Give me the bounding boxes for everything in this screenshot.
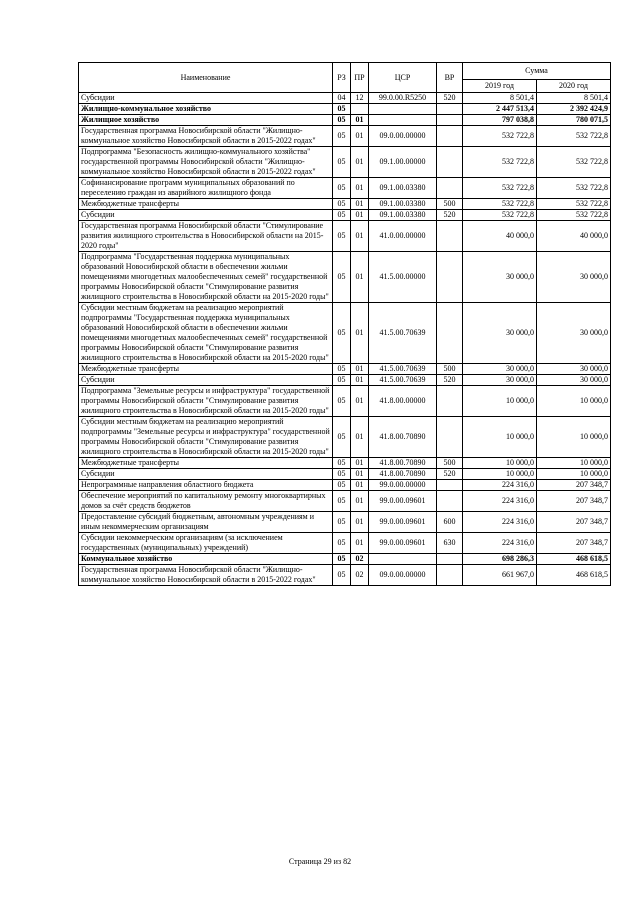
page-number: Страница 29 из 82 xyxy=(288,857,352,866)
cell-y2020: 207 348,7 xyxy=(537,533,611,554)
cell-name: Подпрограмма "Земельные ресурсы и инфраструктура" государственной программы Новосибирской области "Стимулирование развития жилищного строительства в Новосибирской области на 2015-2020 годы" xyxy=(79,386,333,417)
cell-vr xyxy=(437,221,463,252)
cell-rz: 05 xyxy=(333,104,351,115)
cell-name: Подпрограмма "Безопасность жилищно-коммунального хозяйства" государственной программы Новосибирской области "Жилищно-коммунальное хозяйство Новосибирской области в 2015-2022 годах" xyxy=(79,147,333,178)
cell-pr: 01 xyxy=(351,364,369,375)
cell-vr: 520 xyxy=(437,93,463,104)
cell-vr: 500 xyxy=(437,458,463,469)
cell-rz: 05 xyxy=(333,115,351,126)
cell-y2020: 780 071,5 xyxy=(537,115,611,126)
cell-y2019: 10 000,0 xyxy=(463,417,537,458)
header-pr: ПР xyxy=(351,63,369,93)
table-row xyxy=(79,199,611,210)
table-row xyxy=(79,115,611,126)
cell-y2019: 40 000,0 xyxy=(463,221,537,252)
cell-y2019: 30 000,0 xyxy=(463,364,537,375)
cell-y2019: 30 000,0 xyxy=(463,375,537,386)
cell-name: Субсидии xyxy=(79,375,333,386)
header-csr: ЦСР xyxy=(369,63,437,93)
cell-csr: 41.8.00.70890 xyxy=(369,469,437,480)
table-row xyxy=(79,303,611,364)
cell-name: Субсидии местным бюджетам на реализацию мероприятий подпрограммы "Земельные ресурсы и инфраструктура" государственной программы Новосибирской области "Стимулирование развития жилищного строительства в Новосибирской области на 2015-2020 годы" xyxy=(79,417,333,458)
cell-y2020: 40 000,0 xyxy=(537,221,611,252)
cell-vr xyxy=(437,104,463,115)
cell-vr: 630 xyxy=(437,533,463,554)
cell-vr xyxy=(437,554,463,565)
cell-vr: 500 xyxy=(437,364,463,375)
header-vr: ВР xyxy=(437,63,463,93)
cell-rz: 05 xyxy=(333,178,351,199)
cell-y2019: 10 000,0 xyxy=(463,386,537,417)
cell-pr: 01 xyxy=(351,115,369,126)
cell-pr: 01 xyxy=(351,178,369,199)
cell-csr: 99.0.00.09601 xyxy=(369,491,437,512)
table-row xyxy=(79,104,611,115)
cell-rz: 05 xyxy=(333,221,351,252)
table-row xyxy=(79,126,611,147)
cell-vr xyxy=(437,480,463,491)
cell-y2019: 224 316,0 xyxy=(463,480,537,491)
cell-csr: 41.5.00.70639 xyxy=(369,375,437,386)
cell-vr xyxy=(437,417,463,458)
cell-name: Государственная программа Новосибирской области "Стимулирование развития жилищного строительства в Новосибирской области на 2015-2020 годы" xyxy=(79,221,333,252)
table-row xyxy=(79,533,611,554)
cell-name: Субсидии местным бюджетам на реализацию мероприятий подпрограммы "Государственная поддержка муниципальных образований Новосибирской области в обеспечении жильми помещениями многодетных малообеспеченных семей" государственной программы Новосибирской области "Стимулирование развития жилищного строительства в Новосибирской области на 2015-2020 годы" xyxy=(79,303,333,364)
cell-y2019: 8 501,4 xyxy=(463,93,537,104)
cell-rz: 04 xyxy=(333,93,351,104)
cell-y2019: 532 722,8 xyxy=(463,210,537,221)
cell-y2020: 2 392 424,9 xyxy=(537,104,611,115)
cell-csr: 41.5.00.70639 xyxy=(369,364,437,375)
cell-pr: 01 xyxy=(351,512,369,533)
cell-y2020: 532 722,8 xyxy=(537,210,611,221)
cell-rz: 05 xyxy=(333,375,351,386)
cell-y2020: 30 000,0 xyxy=(537,252,611,303)
cell-y2020: 532 722,8 xyxy=(537,199,611,210)
cell-y2019: 10 000,0 xyxy=(463,458,537,469)
cell-pr: 01 xyxy=(351,533,369,554)
cell-name: Предоставление субсидий бюджетным, автономным учреждениям и иным некоммерческим организациям xyxy=(79,512,333,533)
cell-pr: 01 xyxy=(351,491,369,512)
cell-pr: 01 xyxy=(351,221,369,252)
cell-vr: 520 xyxy=(437,469,463,480)
cell-vr: 520 xyxy=(437,375,463,386)
cell-name: Коммунальное хозяйство xyxy=(79,554,333,565)
cell-csr: 09.1.00.00000 xyxy=(369,147,437,178)
header-sum: Сумма xyxy=(463,63,611,80)
cell-csr: 41.5.00.70639 xyxy=(369,303,437,364)
cell-y2019: 532 722,8 xyxy=(463,199,537,210)
cell-y2019: 532 722,8 xyxy=(463,126,537,147)
table-row xyxy=(79,221,611,252)
cell-rz: 05 xyxy=(333,491,351,512)
cell-y2020: 10 000,0 xyxy=(537,386,611,417)
cell-rz: 05 xyxy=(333,458,351,469)
cell-rz: 05 xyxy=(333,303,351,364)
cell-y2020: 30 000,0 xyxy=(537,364,611,375)
cell-csr: 99.0.00.00000 xyxy=(369,480,437,491)
cell-rz: 05 xyxy=(333,199,351,210)
cell-y2020: 207 348,7 xyxy=(537,480,611,491)
cell-y2019: 224 316,0 xyxy=(463,533,537,554)
cell-y2019: 2 447 513,4 xyxy=(463,104,537,115)
header-rz: РЗ xyxy=(333,63,351,93)
cell-y2020: 207 348,7 xyxy=(537,491,611,512)
cell-pr: 01 xyxy=(351,303,369,364)
cell-name: Межбюджетные трансферты xyxy=(79,458,333,469)
cell-name: Государственная программа Новосибирской области "Жилищно-коммунальное хозяйство Новосибирской области в 2015-2022 годах" xyxy=(79,126,333,147)
cell-csr: 09.1.00.03380 xyxy=(369,178,437,199)
cell-rz: 05 xyxy=(333,512,351,533)
cell-csr: 09.1.00.03380 xyxy=(369,199,437,210)
cell-vr: 600 xyxy=(437,512,463,533)
cell-pr: 01 xyxy=(351,386,369,417)
cell-csr: 41.8.00.70890 xyxy=(369,417,437,458)
cell-name: Субсидии xyxy=(79,93,333,104)
table-row xyxy=(79,458,611,469)
header-name: Наименование xyxy=(79,63,333,93)
cell-pr: 01 xyxy=(351,469,369,480)
cell-pr: 01 xyxy=(351,480,369,491)
cell-vr xyxy=(437,491,463,512)
cell-name: Обеспечение мероприятий по капитальному ремонту многоквартирных домов за счёт средств бюджетов xyxy=(79,491,333,512)
cell-pr: 02 xyxy=(351,554,369,565)
cell-rz: 05 xyxy=(333,252,351,303)
cell-vr xyxy=(437,115,463,126)
cell-rz: 05 xyxy=(333,417,351,458)
budget-table xyxy=(78,62,611,586)
table-row xyxy=(79,252,611,303)
cell-y2020: 8 501,4 xyxy=(537,93,611,104)
cell-y2020: 468 618,5 xyxy=(537,565,611,586)
cell-rz: 05 xyxy=(333,533,351,554)
cell-name: Субсидии некоммерческим организациям (за исключением государственных (муниципальных) учреждений) xyxy=(79,533,333,554)
header-2020: 2020 год xyxy=(537,80,611,93)
cell-pr: 01 xyxy=(351,199,369,210)
cell-y2019: 224 316,0 xyxy=(463,512,537,533)
cell-csr: 99.0.00.09601 xyxy=(369,512,437,533)
cell-vr xyxy=(437,178,463,199)
cell-csr xyxy=(369,104,437,115)
cell-name: Подпрограмма "Государственная поддержка муниципальных образований Новосибирской области в обеспечении жильми помещениями многодетных малообеспеченных семей" государственной программы Новосибирской области "Стимулирование развития жилищного строительства в Новосибирской области на 2015-2020 годы" xyxy=(79,252,333,303)
cell-csr: 99.0.00.09601 xyxy=(369,533,437,554)
cell-y2020: 532 722,8 xyxy=(537,147,611,178)
cell-pr: 01 xyxy=(351,126,369,147)
cell-csr: 09.1.00.03380 xyxy=(369,210,437,221)
cell-y2020: 10 000,0 xyxy=(537,417,611,458)
cell-vr xyxy=(437,126,463,147)
cell-csr: 99.0.00.R5250 xyxy=(369,93,437,104)
table-row xyxy=(79,93,611,104)
cell-name: Жилищно-коммунальное хозяйство xyxy=(79,104,333,115)
cell-csr xyxy=(369,115,437,126)
table-row xyxy=(79,480,611,491)
table-row xyxy=(79,491,611,512)
cell-name: Государственная программа Новосибирской области "Жилищно-коммунальное хозяйство Новосибирской области в 2015-2022 годах" xyxy=(79,565,333,586)
cell-y2020: 207 348,7 xyxy=(537,512,611,533)
cell-csr: 09.0.00.00000 xyxy=(369,565,437,586)
cell-rz: 05 xyxy=(333,386,351,417)
cell-csr: 41.8.00.70890 xyxy=(369,458,437,469)
cell-pr: 01 xyxy=(351,147,369,178)
cell-y2019: 532 722,8 xyxy=(463,178,537,199)
cell-csr: 41.8.00.00000 xyxy=(369,386,437,417)
cell-rz: 05 xyxy=(333,469,351,480)
cell-vr: 500 xyxy=(437,199,463,210)
cell-vr xyxy=(437,303,463,364)
table-row xyxy=(79,386,611,417)
cell-csr: 41.0.00.00000 xyxy=(369,221,437,252)
cell-vr xyxy=(437,386,463,417)
cell-name: Непрограммные направления областного бюджета xyxy=(79,480,333,491)
cell-pr xyxy=(351,104,369,115)
cell-y2019: 224 316,0 xyxy=(463,491,537,512)
cell-name: Межбюджетные трансферты xyxy=(79,199,333,210)
cell-y2020: 532 722,8 xyxy=(537,126,611,147)
cell-y2019: 30 000,0 xyxy=(463,303,537,364)
cell-y2019: 797 038,8 xyxy=(463,115,537,126)
header-2019: 2019 год xyxy=(463,80,537,93)
cell-pr: 01 xyxy=(351,417,369,458)
cell-y2019: 10 000,0 xyxy=(463,469,537,480)
table-row xyxy=(79,469,611,480)
cell-rz: 05 xyxy=(333,126,351,147)
cell-pr: 01 xyxy=(351,458,369,469)
table-row xyxy=(79,375,611,386)
cell-name: Жилищное хозяйство xyxy=(79,115,333,126)
cell-vr xyxy=(437,147,463,178)
cell-y2020: 10 000,0 xyxy=(537,458,611,469)
cell-csr: 09.0.00.00000 xyxy=(369,126,437,147)
table-body xyxy=(79,93,611,586)
cell-vr: 520 xyxy=(437,210,463,221)
cell-y2020: 532 722,8 xyxy=(537,178,611,199)
cell-rz: 05 xyxy=(333,480,351,491)
cell-rz: 05 xyxy=(333,554,351,565)
cell-vr xyxy=(437,252,463,303)
cell-pr: 01 xyxy=(351,210,369,221)
cell-pr: 02 xyxy=(351,565,369,586)
cell-y2019: 698 286,3 xyxy=(463,554,537,565)
cell-name: Софинансирование программ муниципальных образований по переселению граждан из аварийного жилищного фонда xyxy=(79,178,333,199)
cell-name: Субсидии xyxy=(79,210,333,221)
cell-y2019: 532 722,8 xyxy=(463,147,537,178)
cell-pr: 12 xyxy=(351,93,369,104)
cell-rz: 05 xyxy=(333,210,351,221)
cell-vr xyxy=(437,565,463,586)
cell-y2019: 661 967,0 xyxy=(463,565,537,586)
table-row xyxy=(79,210,611,221)
table-row xyxy=(79,565,611,586)
cell-y2019: 30 000,0 xyxy=(463,252,537,303)
cell-rz: 05 xyxy=(333,364,351,375)
table-row xyxy=(79,147,611,178)
cell-csr xyxy=(369,554,437,565)
table-row xyxy=(79,554,611,565)
cell-y2020: 30 000,0 xyxy=(537,303,611,364)
table-row xyxy=(79,178,611,199)
cell-rz: 05 xyxy=(333,147,351,178)
cell-y2020: 468 618,5 xyxy=(537,554,611,565)
table-row xyxy=(79,417,611,458)
table-row xyxy=(79,364,611,375)
cell-name: Субсидии xyxy=(79,469,333,480)
cell-y2020: 30 000,0 xyxy=(537,375,611,386)
cell-y2020: 10 000,0 xyxy=(537,469,611,480)
cell-pr: 01 xyxy=(351,375,369,386)
cell-name: Межбюджетные трансферты xyxy=(79,364,333,375)
cell-pr: 01 xyxy=(351,252,369,303)
table-row xyxy=(79,512,611,533)
cell-rz: 05 xyxy=(333,565,351,586)
cell-csr: 41.5.00.00000 xyxy=(369,252,437,303)
